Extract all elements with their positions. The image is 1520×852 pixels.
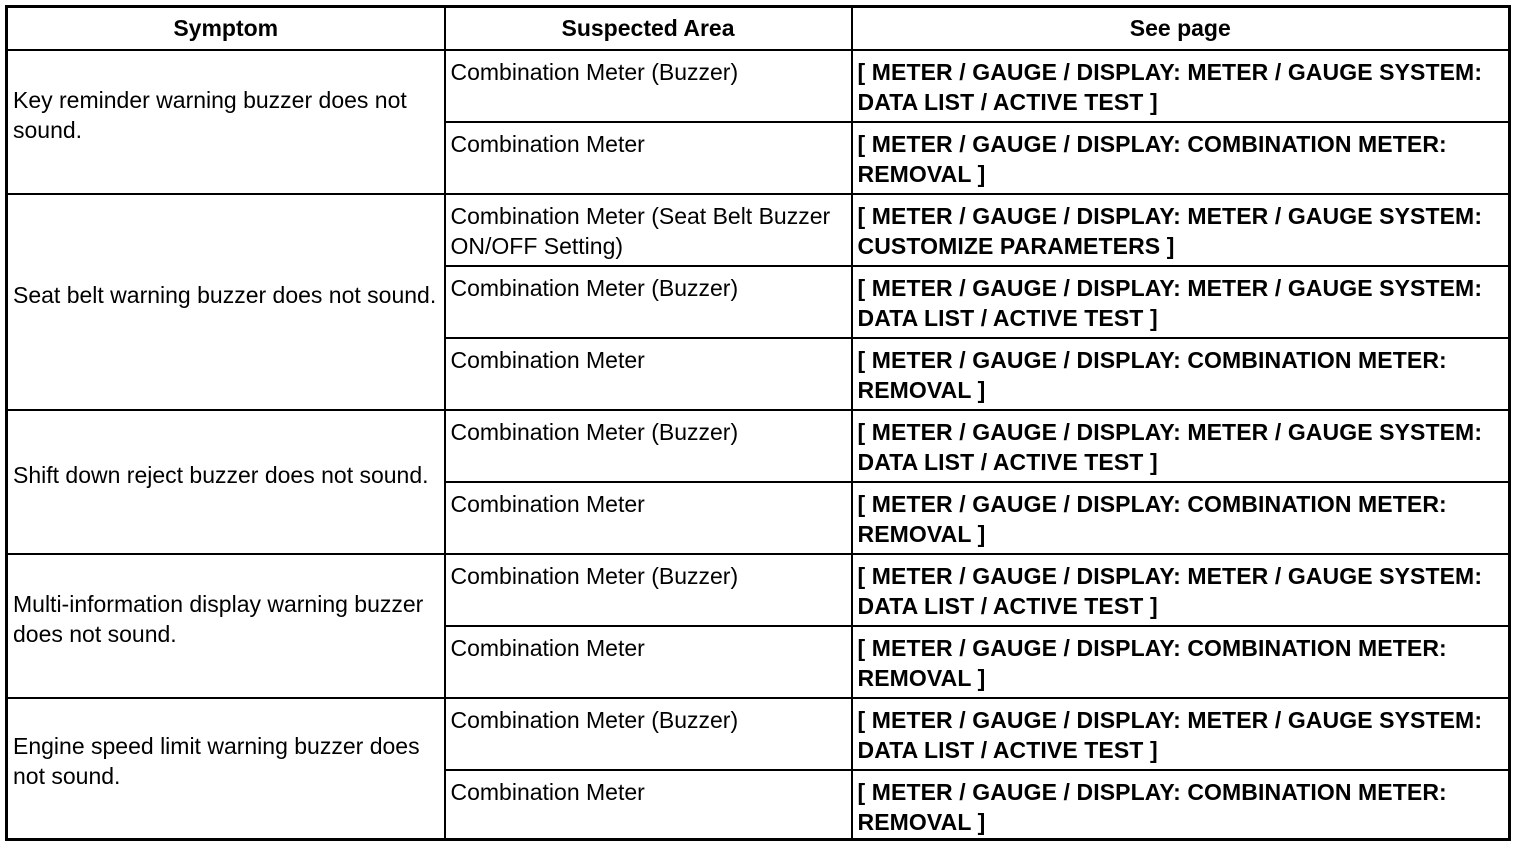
table-row — [7, 554, 1510, 626]
see-page-cell: [ METER / GAUGE / DISPLAY: COMBINATION METER: REMOVAL ] — [852, 122, 1510, 194]
suspected-area-cell: Combination Meter — [445, 482, 852, 554]
header-symptom: Symptom — [7, 7, 445, 50]
header-row — [7, 7, 1510, 50]
see-page-cell: [ METER / GAUGE / DISPLAY: METER / GAUGE SYSTEM: DATA LIST / ACTIVE TEST ] — [852, 554, 1510, 626]
see-page-cell: [ METER / GAUGE / DISPLAY: METER / GAUGE SYSTEM: DATA LIST / ACTIVE TEST ] — [852, 698, 1510, 770]
suspected-area-cell: Combination Meter (Buzzer) — [445, 266, 852, 338]
suspected-area-cell: Combination Meter (Buzzer) — [445, 50, 852, 122]
suspected-area-cell: Combination Meter (Buzzer) — [445, 410, 852, 482]
suspected-area-cell: Combination Meter — [445, 122, 852, 194]
see-page-cell: [ METER / GAUGE / DISPLAY: METER / GAUGE SYSTEM: CUSTOMIZE PARAMETERS ] — [852, 194, 1510, 266]
symptom-cell: Key reminder warning buzzer does not sound. — [7, 50, 445, 194]
symptom-cell: Engine speed limit warning buzzer does not sound. — [7, 698, 445, 840]
suspected-area-cell: Combination Meter — [445, 770, 852, 840]
table-row — [7, 194, 1510, 266]
see-page-cell: [ METER / GAUGE / DISPLAY: COMBINATION METER: REMOVAL ] — [852, 770, 1510, 840]
see-page-cell: [ METER / GAUGE / DISPLAY: METER / GAUGE SYSTEM: DATA LIST / ACTIVE TEST ] — [852, 266, 1510, 338]
suspected-area-cell: Combination Meter (Buzzer) — [445, 554, 852, 626]
table-row — [7, 410, 1510, 482]
table-row — [7, 50, 1510, 122]
suspected-area-cell: Combination Meter — [445, 626, 852, 698]
suspected-area-cell: Combination Meter (Buzzer) — [445, 698, 852, 770]
suspected-area-cell: Combination Meter — [445, 338, 852, 410]
header-suspected-area: Suspected Area — [445, 7, 852, 50]
see-page-cell: [ METER / GAUGE / DISPLAY: METER / GAUGE SYSTEM: DATA LIST / ACTIVE TEST ] — [852, 410, 1510, 482]
see-page-cell: [ METER / GAUGE / DISPLAY: COMBINATION METER: REMOVAL ] — [852, 338, 1510, 410]
see-page-cell: [ METER / GAUGE / DISPLAY: COMBINATION METER: REMOVAL ] — [852, 482, 1510, 554]
symptom-table — [5, 5, 1511, 841]
table-row — [7, 698, 1510, 770]
see-page-cell: [ METER / GAUGE / DISPLAY: COMBINATION METER: REMOVAL ] — [852, 626, 1510, 698]
see-page-cell: [ METER / GAUGE / DISPLAY: METER / GAUGE SYSTEM: DATA LIST / ACTIVE TEST ] — [852, 50, 1510, 122]
header-see-page: See page — [852, 7, 1510, 50]
suspected-area-cell: Combination Meter (Seat Belt Buzzer ON/OFF Setting) — [445, 194, 852, 266]
symptom-cell: Seat belt warning buzzer does not sound. — [7, 194, 445, 410]
symptom-cell: Multi-information display warning buzzer does not sound. — [7, 554, 445, 698]
symptom-cell: Shift down reject buzzer does not sound. — [7, 410, 445, 554]
